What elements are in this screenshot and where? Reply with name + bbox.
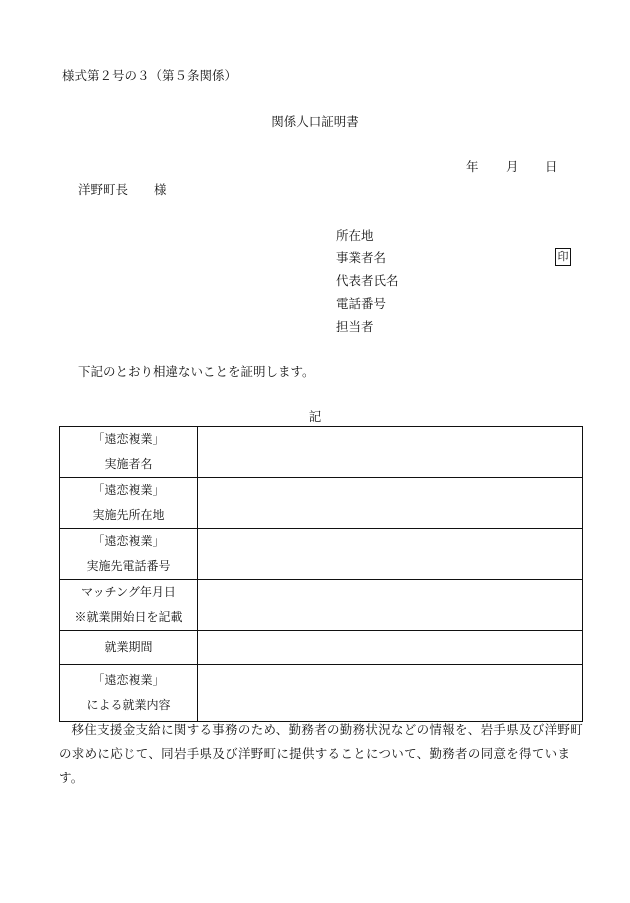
row-label: 「遠恋複業」 による就業内容 xyxy=(60,665,198,722)
seal-mark: 印 xyxy=(555,248,571,266)
details-table xyxy=(59,426,583,722)
certification-statement: 下記のとおり相違ないことを証明します。 xyxy=(78,364,315,379)
row-value-cell[interactable] xyxy=(198,478,583,529)
row-label: 「遠恋複業」 実施者名 xyxy=(60,427,198,478)
table-row xyxy=(60,580,583,631)
date-year-label: 年 xyxy=(466,159,479,174)
row-value-cell[interactable] xyxy=(198,427,583,478)
addressee-name: 洋野町長 xyxy=(78,182,129,197)
form-number: 様式第２号の３（第５条関係） xyxy=(62,68,238,83)
table-row xyxy=(60,478,583,529)
issuer-address-label: 所在地 xyxy=(336,228,374,243)
row-value-cell[interactable] xyxy=(198,580,583,631)
issuer-representative-label: 代表者氏名 xyxy=(336,273,399,288)
addressee xyxy=(78,180,167,198)
row-value-cell[interactable] xyxy=(198,529,583,580)
issuer-contact-label: 担当者 xyxy=(336,319,374,334)
consent-statement: 移住支援金支給に関する事務のため、勤務者の勤務状況などの情報を、岩手県及び洋野町の求めに応じて、同岩手県及び洋野町に提供することについて、勤務者の同意を得ています。 xyxy=(59,722,584,785)
row-value-cell[interactable] xyxy=(198,631,583,665)
table-row xyxy=(60,665,583,722)
issuer-business-name-label: 事業者名 xyxy=(336,250,387,265)
table-row xyxy=(60,631,583,665)
row-label: 「遠恋複業」 実施先電話番号 xyxy=(60,529,198,580)
row-label: 「遠恋複業」 実施先所在地 xyxy=(60,478,198,529)
row-value-cell[interactable] xyxy=(198,665,583,722)
date-day-label: 日 xyxy=(545,159,558,174)
date-month-label: 月 xyxy=(506,159,519,174)
ki-heading: 記 xyxy=(308,409,322,424)
addressee-honorific: 様 xyxy=(154,182,167,197)
table-row xyxy=(60,427,583,478)
row-label: マッチング年月日 ※就業開始日を記載 xyxy=(60,580,198,631)
issuer-phone-label: 電話番号 xyxy=(336,296,387,311)
document-title: 関係人口証明書 xyxy=(271,114,359,129)
table-row xyxy=(60,529,583,580)
row-label: 就業期間 xyxy=(60,631,198,665)
